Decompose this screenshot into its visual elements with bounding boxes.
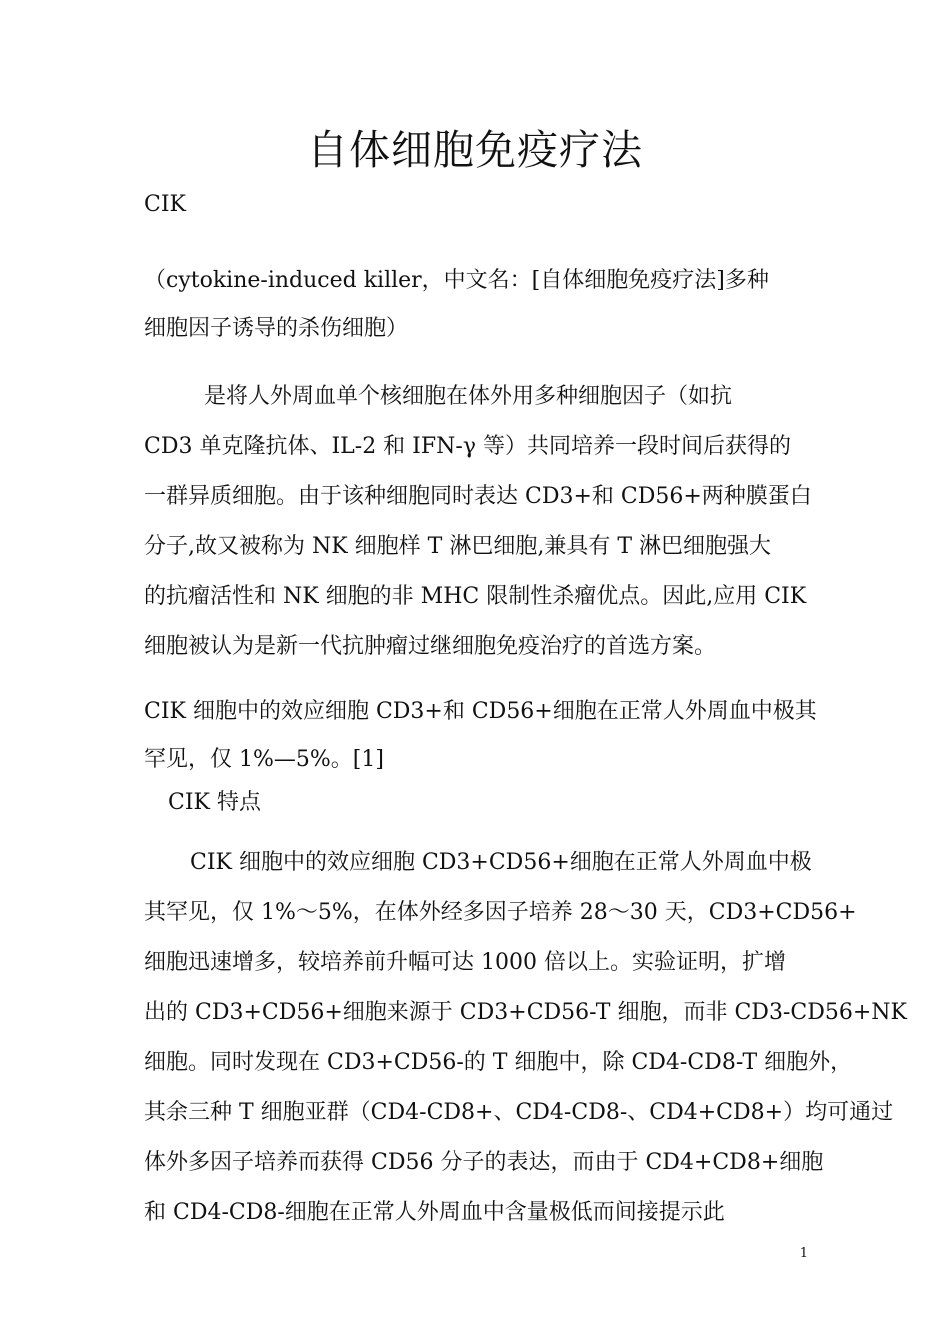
paragraph1-line-1: 是将人外周血单个核细胞在体外用多种细胞因子（如抗 <box>204 384 733 409</box>
paragraph3-line-1: CIK 细胞中的效应细胞 CD3+CD56+细胞在正常人外周血中极 <box>190 850 812 875</box>
paragraph-description <box>144 372 816 672</box>
document-title: 自体细胞免疫疗法 <box>307 126 643 174</box>
definition-line-1: （cytokine-induced killer，中文名：[自体细胞免疫疗法]多种 <box>144 268 769 293</box>
paragraph3-line-3: 细胞迅速增多，较培养前升幅可达 1000 倍以上。实验证明，扩增 <box>144 950 786 975</box>
paragraph1-line-2: CD3 单克隆抗体、IL-2 和 IFN-γ 等）共同培养一段时间后获得的 <box>144 434 791 459</box>
paragraph1-line-4: 分子,故又被称为 NK 细胞样 T 淋巴细胞,兼具有 T 淋巴细胞强大 <box>144 534 771 559</box>
paragraph-cik-features <box>144 838 907 1238</box>
paragraph1-line-3: 一群异质细胞。由于该种细胞同时表达 CD3+和 CD56+两种膜蛋白 <box>144 484 812 509</box>
paragraph3-line-2: 其罕见，仅 1%～5%，在体外经多因子培养 28～30 天，CD3+CD56+ <box>144 900 857 925</box>
paragraph2-line-1: CIK 细胞中的效应细胞 CD3+和 CD56+细胞在正常人外周血中极其 <box>144 699 817 724</box>
heading-cik-text: CIK <box>144 192 186 217</box>
paragraph3-line-4: 出的 CD3+CD56+细胞来源于 CD3+CD56-T 细胞，而非 CD3-CD56+NK <box>144 1000 907 1025</box>
paragraph3-line-6: 其余三种 T 细胞亚群（CD4-CD8+、CD4-CD8-、CD4+CD8+）均可通过 <box>144 1100 894 1125</box>
definition-line-2: 细胞因子诱导的杀伤细胞） <box>144 316 409 341</box>
paragraph3-line-7: 体外多因子培养而获得 CD56 分子的表达，而由于 CD4+CD8+细胞 <box>144 1150 824 1175</box>
paragraph1-line-6: 细胞被认为是新一代抗肿瘤过继细胞免疫治疗的首选方案。 <box>144 634 717 659</box>
page-number: 1 <box>799 1246 808 1261</box>
paragraph1-line-5: 的抗瘤活性和 NK 细胞的非 MHC 限制性杀瘤优点。因此,应用 CIK <box>144 584 807 609</box>
definition-paragraph <box>144 257 816 353</box>
heading-cik <box>144 190 816 220</box>
section-heading <box>144 788 840 818</box>
paragraph2-line-2: 罕见，仅 1%—5%。[1] <box>144 747 384 772</box>
paragraph3-line-8: 和 CD4-CD8-细胞在正常人外周血中含量极低而间接提示此 <box>144 1200 725 1225</box>
paragraph-effector-cells <box>144 688 816 784</box>
section-heading-text: CIK 特点 <box>168 790 261 815</box>
paragraph3-line-5: 细胞。同时发现在 CD3+CD56-的 T 细胞中，除 CD4-CD8-T 细胞外， <box>144 1050 853 1075</box>
